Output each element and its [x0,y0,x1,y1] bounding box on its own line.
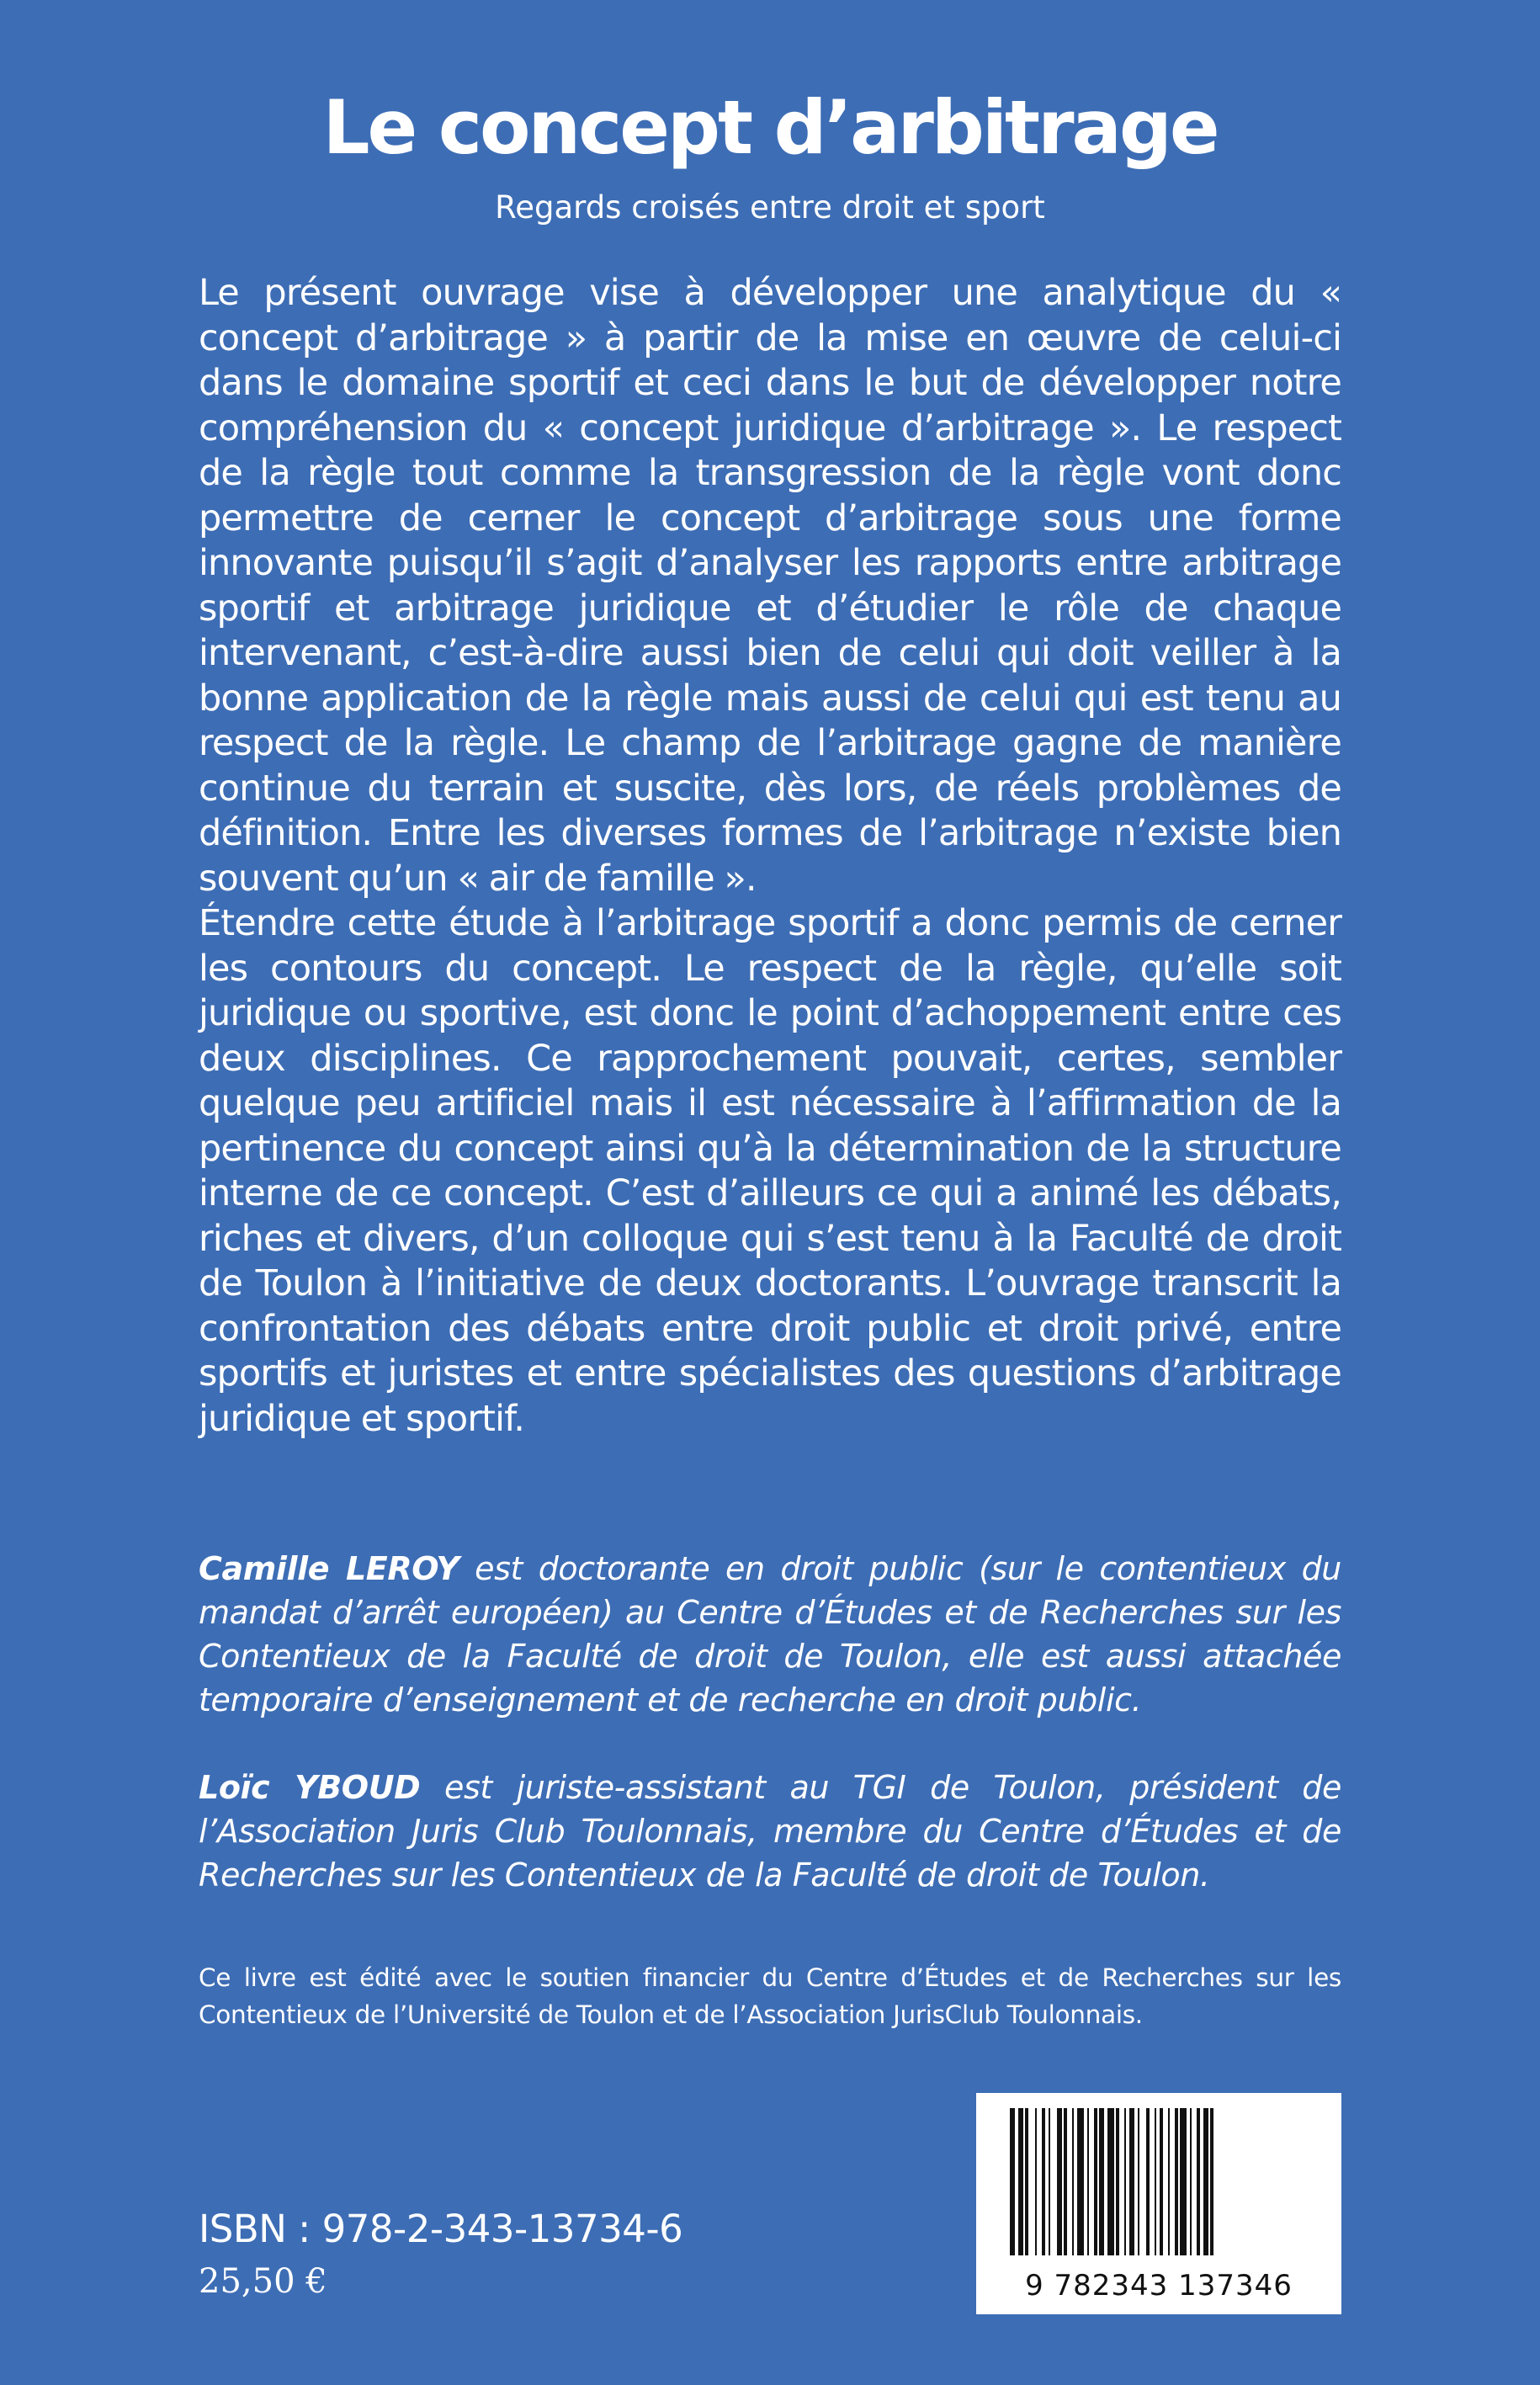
description-paragraph: Le présent ouvrage vise à développer une analytique du « concept d’arbitrage » à partir de la mise en œuvre de celui-ci dans le domaine sportif et ceci dans le but de développer notre compréhension du « concept juridique d’arbitrage ». Le respect de la règle tout comme la transgression de la règle vont donc permettre de cerner le concept d’arbitrage sous une forme innovante puisqu’il s’agit d’analyser les rapports entre arbitrage sportif et arbitrage juridique et d’étudier le rôle de chaque intervenant, c’est-à-dire aussi bien de celui qui doit veiller à la bonne application de la règle mais aussi de celui qui est tenu au respect de la règle. Le champ de l’arbitrage gagne de manière continue du terrain et suscite, dès lors, de réels problèmes de définition. Entre les diverses formes de l’arbitrage n’existe bien souvent qu’un « air de famille ». [199,272,1341,900]
description-paragraph: Étendre cette étude à l’arbitrage sportif a donc permis de cerner les contours du concept. Le respect de la règle, qu’elle soit juridique ou sportive, est donc le point d’achoppement entre ces deux disciplines. Ce rapprochement pouvait, certes, sembler quelque peu artificiel mais il est nécessaire à l’affirmation de la pertinence du concept ainsi qu’à la détermination de la structure interne de ce concept. C’est d’ailleurs ce qui a animé les débats, riches et divers, d’un colloque qui s’est tenu à la Faculté de droit de Toulon à l’initiative de deux doctorants. L’ouvrage transcrit la confrontation des débats entre droit public et droit privé, entre sportifs et juristes et entre spécialistes des questions d’arbitrage juridique et sportif. [199,902,1341,1440]
author-bio-text: est doctorante en droit public (sur le contentieux du mandat d’arrêt européen) au Centre d’Études et de Recherches sur les Contentieux de la Faculté de droit de Toulon, elle est aussi attachée temporaire d’enseignement et de recherche en droit public. [199,1550,1341,1718]
barcode-digits: 9 782343 137346 [1025,2269,1293,2303]
author-bio-text: est juriste-assistant au TGI de Toulon, président de l’Association Juris Club Toulonnais, membre du Centre d’Études et de Recherches sur les Contentieux de la Faculté de droit de Toulon. [199,1769,1341,1894]
isbn: ISBN : 978-2-343-13734-6 [199,2207,683,2251]
barcode [976,2093,1341,2314]
book-title: Le concept d’arbitrage [322,84,1218,171]
price: 25,50 € [199,2262,327,2301]
author-bios [199,1547,1341,1941]
book-subtitle: Regards croisés entre droit et sport [495,189,1045,226]
funding-note: Ce livre est édité avec le soutien financier du Centre d’Études et de Recherches sur les Contentieux de l’Université de Toulon et de l’Association JurisClub Toulonnais. [199,1963,1341,2029]
back-cover-description [199,271,1341,1442]
author-bio [199,1547,1341,1722]
author-bio [199,1766,1341,1897]
author-name: Camille LEROY [199,1550,459,1587]
author-name: Loïc YBOUD [199,1769,421,1806]
